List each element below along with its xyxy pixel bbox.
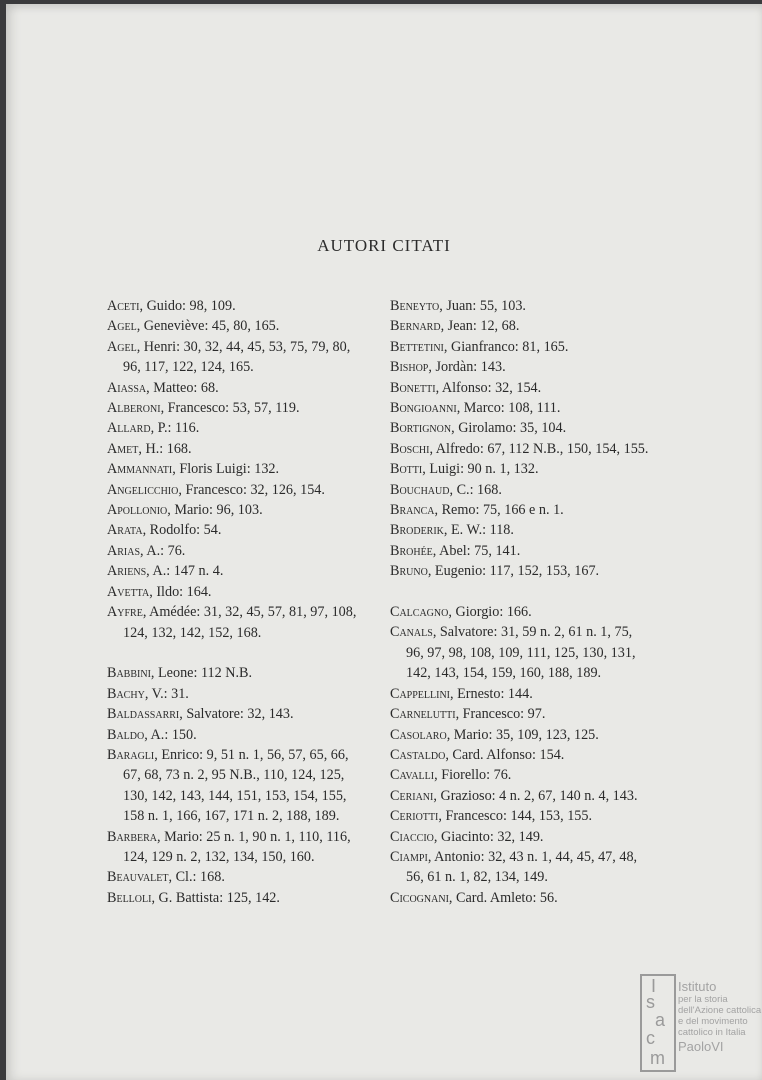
author-surname: Aiassa <box>107 379 147 396</box>
author-references: , Card. Amleto: 56. <box>448 889 558 906</box>
index-entry <box>390 561 652 581</box>
author-references: , Mario: 96, 103. <box>167 502 263 519</box>
index-entry <box>107 378 369 398</box>
author-references: , Francesco: 144, 153, 155. <box>438 808 593 825</box>
index-entry <box>390 704 652 724</box>
author-surname: Alberoni <box>107 400 161 417</box>
index-entry <box>107 704 369 724</box>
author-references: , Grazioso: 4 n. 2, 67, 140 n. 4, 143. <box>433 787 638 804</box>
index-entry <box>390 827 652 847</box>
author-surname: Bachy <box>107 685 145 702</box>
author-surname: Casolaro <box>390 726 447 743</box>
author-surname: Bortignon <box>390 420 452 437</box>
index-entry <box>107 520 369 540</box>
author-references: , Gianfranco: 81, 165. <box>443 338 569 355</box>
index-entry <box>390 520 652 540</box>
index-entry <box>107 725 369 745</box>
author-references: , E. W.: 118. <box>443 522 514 539</box>
logo-line: e del movimento <box>678 1016 748 1027</box>
author-surname: Castaldo <box>390 746 446 763</box>
author-references: , Juan: 55, 103. <box>439 298 526 314</box>
author-surname: Cavalli <box>390 767 435 784</box>
author-references: , Henri: 30, 32, 44, 45, 53, 75, 79, 80, 96, 117, 122, 124, 165. <box>123 338 351 376</box>
index-entry <box>390 296 652 316</box>
page-title: AUTORI CITATI <box>317 236 451 255</box>
author-surname: Belloli <box>107 889 152 906</box>
isacem-watermark-logo <box>640 974 762 1074</box>
author-surname: Baragli <box>107 746 155 763</box>
index-entry <box>390 357 652 377</box>
author-surname: Ciaccio <box>390 828 434 845</box>
author-surname: Allard <box>107 420 151 437</box>
index-entry <box>107 316 369 336</box>
author-references: , Marco: 108, 111. <box>456 400 561 417</box>
author-surname: Arias <box>107 542 141 559</box>
logo-letter: m <box>650 1048 665 1068</box>
author-references: , Amédée: 31, 32, 45, 57, 81, 97, 108, 124, 132, 142, 152, 168. <box>123 604 357 641</box>
author-references: , Card. Alfonso: 154. <box>445 746 565 763</box>
author-surname: Bishop <box>390 359 429 376</box>
author-references: , Matteo: 68. <box>146 379 219 396</box>
author-references: , Mario: 35, 109, 123, 125. <box>446 726 599 743</box>
author-surname: Aceti <box>107 298 140 314</box>
logo-line: cattolico in Italia <box>678 1027 746 1038</box>
index-entry <box>107 582 369 602</box>
author-surname: Ayfre <box>107 604 143 621</box>
author-surname: Boschi <box>390 440 430 457</box>
index-entry <box>107 888 369 908</box>
author-references: , Jean: 12, 68. <box>440 318 520 335</box>
logo-line: per la storia <box>678 994 728 1005</box>
author-references: , Cl.: 168. <box>168 869 225 886</box>
index-entry <box>390 378 652 398</box>
author-surname: Bruno <box>390 563 428 580</box>
author-references: , Alfredo: 67, 112 N.B., 150, 154, 155. <box>429 440 649 457</box>
author-references: , V.: 31. <box>144 685 189 702</box>
index-entry <box>107 398 369 418</box>
author-surname: Bouchaud <box>390 481 450 498</box>
logo-line: PaoloVI <box>678 1039 724 1054</box>
author-surname: Agel <box>107 338 137 355</box>
author-references: , Salvatore: 32, 143. <box>179 706 294 723</box>
index-entry <box>107 418 369 438</box>
author-surname: Brohée <box>390 542 433 559</box>
author-surname: Angelicchio <box>107 481 179 498</box>
author-surname: Carnelutti <box>390 706 456 723</box>
index-entry <box>390 806 652 826</box>
author-surname: Beauvalet <box>107 869 169 886</box>
index-entry <box>390 337 652 357</box>
index-entry <box>107 480 369 500</box>
author-references: , Giorgio: 166. <box>448 604 532 621</box>
author-references: , Giacinto: 32, 149. <box>433 828 544 845</box>
index-entry <box>390 398 652 418</box>
author-surname: Arata <box>107 522 143 539</box>
author-surname: Bernard <box>390 318 441 335</box>
index-entry <box>390 316 652 336</box>
index-entry <box>390 622 652 683</box>
author-references: , Eugenio: 117, 152, 153, 167. <box>427 563 600 580</box>
isacem-logo-text <box>678 980 761 1054</box>
index-entry <box>107 459 369 479</box>
author-references: , Abel: 75, 141. <box>432 542 521 559</box>
author-surname: Beneyto <box>390 298 440 314</box>
author-surname: Cicognani <box>390 889 449 906</box>
author-surname: Ammannati <box>107 461 173 478</box>
index-entry <box>107 439 369 459</box>
author-surname: Broderik <box>390 522 444 539</box>
index-entry <box>107 500 369 520</box>
index-entry <box>390 480 652 500</box>
author-surname: Ceriotti <box>390 808 439 825</box>
author-references: , Francesco: 97. <box>455 706 546 723</box>
index-entry <box>390 765 652 785</box>
author-references: , Francesco: 53, 57, 119. <box>160 400 300 417</box>
index-entry <box>390 602 652 622</box>
author-references: , Ildo: 164. <box>149 583 212 600</box>
index-entry <box>390 847 652 888</box>
index-entry <box>390 418 652 438</box>
logo-letter: I <box>651 976 657 996</box>
author-surname: Barbera <box>107 828 158 845</box>
author-references: , Luigi: 90 n. 1, 132. <box>422 461 539 478</box>
author-surname: Ariens <box>107 563 147 580</box>
author-surname: Botti <box>390 461 423 478</box>
index-entry <box>390 684 652 704</box>
author-references: , A.: 147 n. 4. <box>146 563 224 580</box>
author-references: , A.: 150. <box>144 726 197 743</box>
author-surname: Branca <box>390 502 435 519</box>
author-references: , G. Battista: 125, 142. <box>151 889 280 906</box>
index-entry <box>107 296 369 316</box>
author-references: , Leone: 112 N.B. <box>150 665 253 682</box>
index-entry <box>390 541 652 561</box>
index-column-left <box>107 296 369 908</box>
author-references: , Guido: 98, 109. <box>139 298 236 314</box>
author-surname: Amet <box>107 440 139 457</box>
index-entry <box>107 867 369 887</box>
index-entry <box>107 541 369 561</box>
logo-line: dell'Azione cattolica <box>678 1005 762 1016</box>
author-references: , Geneviève: 45, 80, 165. <box>136 318 280 335</box>
logo-letter: c <box>646 1028 655 1048</box>
author-surname: Baldassarri <box>107 706 180 723</box>
book-page <box>6 4 762 1080</box>
author-references: , A.: 76. <box>140 542 186 559</box>
author-references: , Alfonso: 32, 154. <box>435 379 542 396</box>
author-surname: Bettetini <box>390 338 444 355</box>
index-entry <box>390 888 652 908</box>
author-surname: Ceriani <box>390 787 434 804</box>
index-column-right <box>390 296 652 908</box>
author-surname: Baldo <box>107 726 145 743</box>
author-surname: Bonetti <box>390 379 436 396</box>
index-entry <box>390 459 652 479</box>
index-entry <box>390 745 652 765</box>
author-references: , Remo: 75, 166 e n. 1. <box>434 502 564 519</box>
index-entry <box>390 725 652 745</box>
author-surname: Apollonio <box>107 502 168 519</box>
index-entry <box>390 500 652 520</box>
author-surname: Canals <box>390 624 433 641</box>
author-references: , Jordàn: 143. <box>428 359 506 376</box>
logo-letter: s <box>646 992 655 1012</box>
author-references: , Enrico: 9, 51 n. 1, 56, 57, 65, 66, 67, 68, 73 n. 2, 95 N.B., 110, 124, 125, 130, 142, 143, 144, 151, 153, 154, 155, 158 n. 1, 166, 167, 171 n. 2, 188, 189. <box>123 746 349 825</box>
index-entry <box>107 561 369 581</box>
author-references: , Mario: 25 n. 1, 90 n. 1, 110, 116, 124, 129 n. 2, 132, 134, 150, 160. <box>123 828 351 865</box>
index-entry <box>107 745 369 827</box>
author-references: , Fiorello: 76. <box>434 767 512 784</box>
author-references: , H.: 168. <box>138 440 192 457</box>
author-references: , Ernesto: 144. <box>450 685 533 702</box>
author-surname: Avetta <box>107 583 150 600</box>
logo-line: Istituto <box>678 979 717 994</box>
index-entry <box>107 827 369 868</box>
isacem-logo-mark <box>640 974 676 1072</box>
author-references: , C.: 168. <box>449 481 502 498</box>
index-entry <box>107 602 369 643</box>
author-surname: Ciampi <box>390 848 428 865</box>
author-references: , Antonio: 32, 43 n. 1, 44, 45, 47, 48, 56, 61 n. 1, 82, 134, 149. <box>406 848 638 886</box>
index-entry <box>107 337 369 378</box>
author-surname: Bongioanni <box>390 400 457 417</box>
index-entry <box>107 684 369 704</box>
author-references: , Francesco: 32, 126, 154. <box>178 481 325 498</box>
logo-letter: a <box>655 1010 666 1030</box>
author-references: , Salvatore: 31, 59 n. 2, 61 n. 1, 75, 96, 97, 98, 108, 109, 111, 125, 130, 131, 142, 143, 154, 159, 160, 188, 189. <box>406 624 636 682</box>
author-surname: Agel <box>107 318 137 335</box>
index-entry <box>107 663 369 683</box>
author-references: , Rodolfo: 54. <box>142 522 222 539</box>
author-surname: Cappellini <box>390 685 451 702</box>
author-surname: Calcagno <box>390 604 449 621</box>
author-references: , Girolamo: 35, 104. <box>451 420 567 437</box>
author-surname: Babbini <box>107 665 151 682</box>
index-entry <box>390 439 652 459</box>
index-entry <box>390 786 652 806</box>
author-references: , P.: 116. <box>150 420 200 437</box>
author-references: , Floris Luigi: 132. <box>172 461 280 478</box>
